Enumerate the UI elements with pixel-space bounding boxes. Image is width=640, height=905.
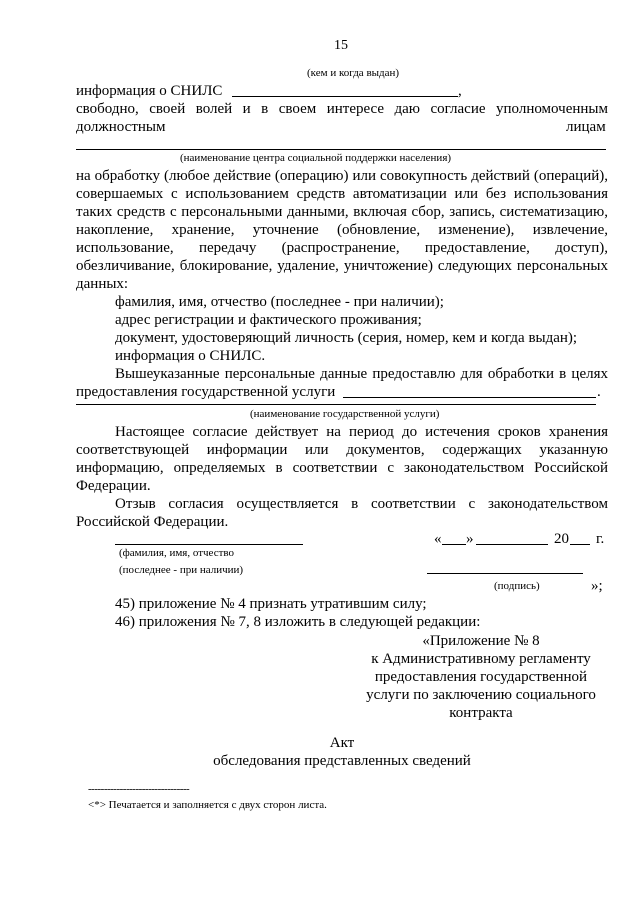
signature-blank-line: [427, 573, 583, 574]
date-year-suffix: г.: [596, 531, 605, 547]
revoke-line-2: Российской Федерации.: [76, 514, 229, 530]
processing-line: совершаемых с использованием средств автоматизации или без использования: [76, 186, 608, 202]
date-year-prefix: 20: [554, 531, 569, 547]
caption-center: (наименование центра социальной поддержки населения): [180, 152, 452, 164]
appendix-line: контракта: [449, 705, 513, 721]
footnote-rule: --------------------------------: [88, 783, 190, 795]
page-number: 15: [334, 38, 348, 53]
snils-comma: ,: [458, 83, 462, 99]
date-quote-open: «: [434, 531, 442, 547]
caption-issued: (кем и когда выдан): [307, 67, 400, 79]
appendix-line: «Приложение № 8: [422, 633, 540, 649]
signature-tail: »;: [591, 578, 603, 594]
act-title: Акт: [329, 735, 355, 751]
validity-line: информацию, определяемых в соответствии с законодательством Российской: [76, 460, 608, 476]
item-46: 46) приложения № 7, 8 изложить в следующей редакции:: [115, 614, 481, 630]
center-name-line: [76, 149, 606, 150]
processing-last: данных:: [76, 276, 129, 292]
data-item: фамилия, имя, отчество (последнее - при наличии);: [115, 294, 444, 310]
validity-line: соответствующей информации или документов, содержащих указанную: [76, 442, 608, 458]
processing-line: обезличивание, блокирование, удаление, уничтожение) следующих персональных: [76, 258, 608, 274]
consent-line-2-right: лицам: [566, 119, 606, 135]
data-item: информация о СНИЛС.: [115, 348, 266, 364]
revoke-line-1: Отзыв согласия осуществляется в соответствии с законодательством: [115, 496, 608, 512]
processing-line: использование, передачу (распространение, предоставление, доступ),: [76, 240, 608, 256]
snils-blank-line: [232, 96, 458, 97]
purpose-line-2: предоставления государственной услуги: [76, 384, 336, 400]
purpose-line-1: Вышеуказанные персональные данные предоставлю для обработки в целях: [115, 366, 608, 382]
caption-signature: (подпись): [494, 580, 540, 592]
processing-line: накопление, хранение, уточнение (обновление, изменение), извлечение,: [76, 222, 608, 238]
purpose-period: .: [597, 384, 601, 400]
fio-blank-line: [115, 544, 303, 545]
footnote-text: <*> Печатается и заполняется с двух сторон листа.: [88, 799, 327, 811]
act-subtitle: обследования представленных сведений: [213, 753, 471, 769]
service-blank-line: [343, 397, 596, 398]
processing-line: таких средств с персональными данными, включая сбор, запись, систематизацию,: [76, 204, 608, 220]
validity-line: Настоящее согласие действует на период до истечения сроков хранения: [115, 424, 608, 440]
validity-last: Федерации.: [76, 478, 151, 494]
snils-label: информация о СНИЛС: [76, 83, 223, 99]
date-quote-close: »: [466, 531, 474, 547]
data-item: документ, удостоверяющий личность (серия, номер, кем и когда выдан);: [115, 330, 578, 346]
appendix-line: предоставления государственной: [374, 669, 588, 685]
date-year-line: [570, 544, 590, 545]
caption-service: (наименование государственной услуги): [250, 408, 440, 420]
date-day-line: [442, 544, 466, 545]
caption-fio-1: (фамилия, имя, отчество: [119, 547, 235, 559]
appendix-line: услуги по заключению социального: [366, 687, 596, 703]
consent-line-1: свободно, своей волей и в своем интересе даю согласие уполномоченным: [76, 101, 608, 117]
data-item: адрес регистрации и фактического проживания;: [115, 312, 422, 328]
consent-line-2-left: должностным: [76, 119, 166, 135]
date-month-line: [476, 544, 548, 545]
processing-line: на обработку (любое действие (операцию) или совокупность действий (операций),: [76, 168, 608, 184]
caption-fio-2: (последнее - при наличии): [119, 564, 244, 576]
service-name-line: [76, 404, 596, 405]
appendix-line: к Административному регламенту: [371, 651, 591, 667]
item-45: 45) приложение № 4 признать утратившим силу;: [115, 596, 427, 612]
